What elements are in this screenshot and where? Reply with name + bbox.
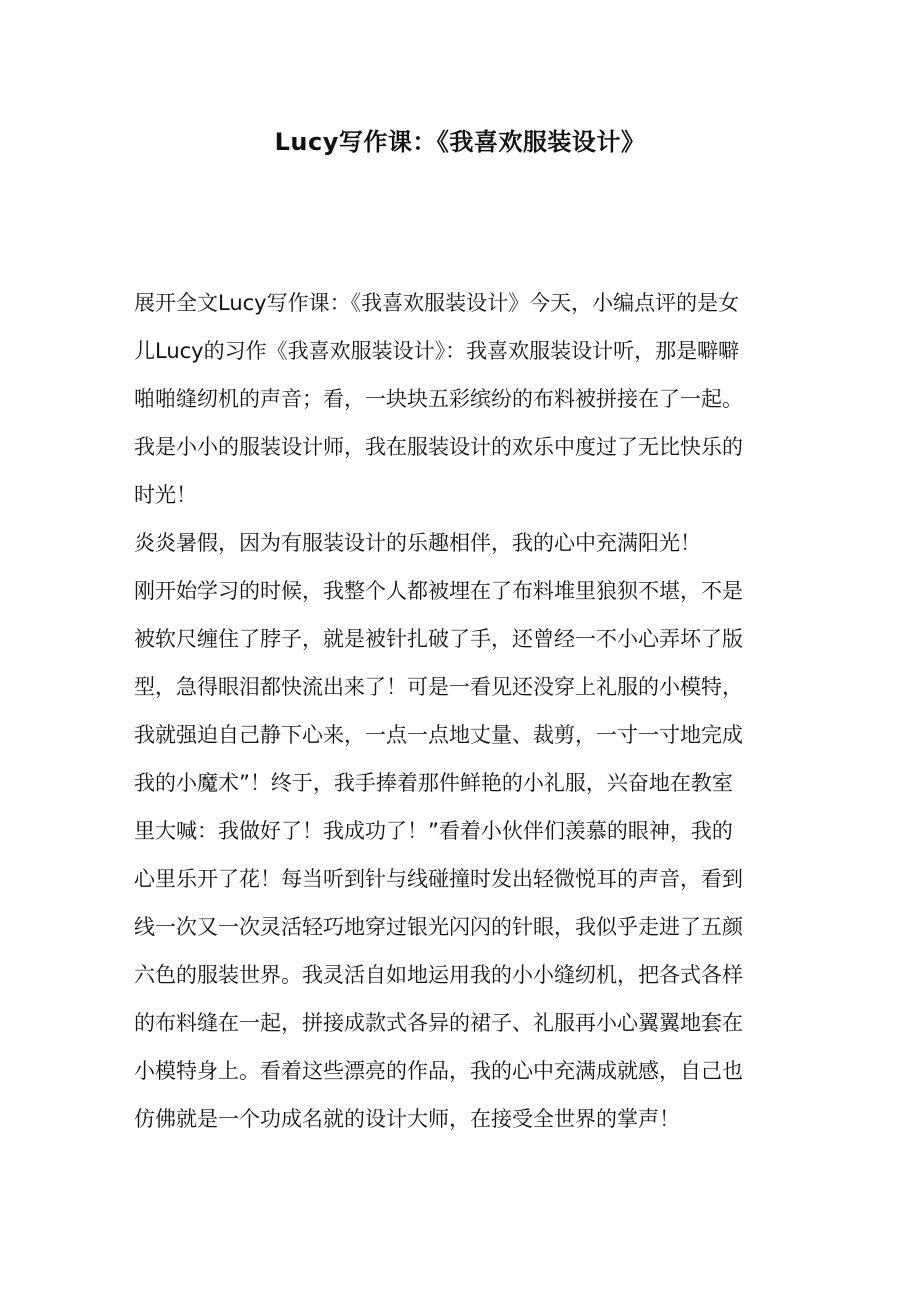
body-line: 我就强迫自己静下心来，一点一点地丈量、裁剪，一寸一寸地完成 — [134, 723, 743, 747]
body-line: 线一次又一次灵活轻巧地穿过银光闪闪的针眼，我似乎走进了五颜 — [134, 915, 743, 939]
body-line: 我是小小的服装设计师，我在服装设计的欢乐中度过了无比快乐的 — [134, 435, 743, 459]
body-line: 炎炎暑假，因为有服装设计的乐趣相伴，我的心中充满阳光！ — [134, 531, 701, 555]
body-line: 的布料缝在一起，拼接成款式各异的裙子、礼服再小心翼翼地套在 — [134, 1011, 743, 1035]
page-title: Lucy写作课：《我喜欢服装设计》 — [274, 128, 646, 156]
body-line: 啪啪缝纫机的声音；看，一块块五彩缤纷的布料被拼接在了一起。 — [134, 387, 743, 411]
body-line: 时光！ — [134, 483, 197, 507]
body-line: 型，急得眼泪都快流出来了！可是一看见还没穿上礼服的小模特， — [134, 675, 743, 699]
body-line: 展开全文Lucy写作课：《我喜欢服装设计》今天，小编点评的是女 — [134, 291, 740, 315]
body-line: 我的小魔术”！终于，我手捧着那件鲜艳的小礼服，兴奋地在教室 — [134, 771, 733, 795]
body-line: 小模特身上。看着这些漂亮的作品，我的心中充满成就感，自己也 — [134, 1059, 743, 1083]
body-line: 仿佛就是一个功成名就的设计大师，在接受全世界的掌声！ — [134, 1107, 680, 1131]
body-line: 儿Lucy的习作《我喜欢服装设计》：我喜欢服装设计听，那是噼噼 — [134, 339, 740, 363]
body-line: 六色的服装世界。我灵活自如地运用我的小小缝纫机，把各式各样 — [134, 963, 743, 987]
body-line: 刚开始学习的时候，我整个人都被埋在了布料堆里狼狈不堪，不是 — [134, 579, 743, 603]
body-line: 里大喊：我做好了！我成功了！”看着小伙伴们羡慕的眼神，我的 — [134, 819, 733, 843]
body-line: 心里乐开了花！每当听到针与线碰撞时发出轻微悦耳的声音，看到 — [134, 867, 743, 891]
body-line: 被软尺缠住了脖子，就是被针扎破了手，还曾经一不小心弄坏了版 — [134, 627, 743, 651]
